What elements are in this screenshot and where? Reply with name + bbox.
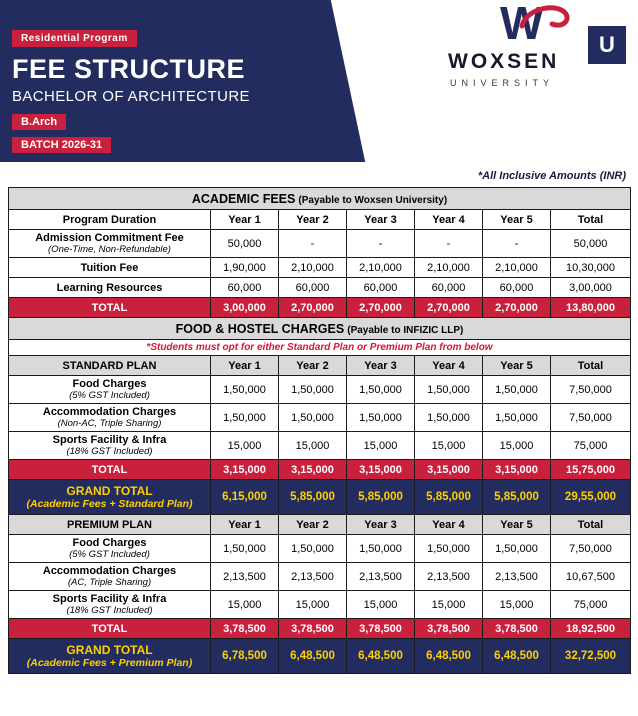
- page-header: [0, 0, 638, 162]
- row-label: [9, 258, 211, 278]
- page-title: FEE STRUCTURE: [12, 54, 246, 84]
- table-row-premium-sports: [9, 591, 631, 619]
- column-header: Year 3: [347, 210, 415, 230]
- column-header: Year 5: [483, 210, 551, 230]
- row-label-text: Accommodation Charges: [42, 406, 177, 418]
- fee-cell: 32,72,500: [551, 639, 631, 674]
- fee-cell: 3,15,000: [211, 460, 279, 480]
- logo-wordmark-sub: UNIVERSITY: [450, 78, 555, 88]
- row-label-text: Admission Commitment Fee: [35, 232, 184, 244]
- row-label-text: Sports Facility & Infra: [52, 593, 167, 605]
- fee-cell: 3,15,000: [415, 460, 483, 480]
- fee-cell: 75,000: [551, 591, 631, 619]
- fee-cell: 5,85,000: [279, 480, 347, 515]
- food-hostel-section-header-row: [9, 318, 631, 340]
- fee-cell: 1,50,000: [279, 404, 347, 432]
- grand-total-sublabel-text: (Academic Fees + Standard Plan): [26, 498, 193, 510]
- row-sublabel-text: (One-Time, Non-Refundable): [48, 244, 171, 255]
- fee-cell: 5,85,000: [347, 480, 415, 515]
- fee-cell: -: [415, 230, 483, 258]
- fee-cell: 15,000: [347, 432, 415, 460]
- row-label: [9, 432, 211, 460]
- fee-cell: -: [347, 230, 415, 258]
- inr-note: *All Inclusive Amounts (INR): [477, 170, 626, 182]
- fee-cell: 6,48,500: [347, 639, 415, 674]
- fee-cell: 6,48,500: [279, 639, 347, 674]
- row-sublabel-text: (AC, Triple Sharing): [67, 577, 152, 588]
- fee-cell: 15,000: [211, 432, 279, 460]
- section-title-text: ACADEMIC FEES: [191, 191, 296, 206]
- fee-cell: 15,000: [483, 432, 551, 460]
- batch-badge: BATCH 2026-31: [12, 137, 111, 153]
- grand-total-label-text: GRAND TOTAL: [66, 643, 153, 657]
- fee-cell: 1,50,000: [347, 404, 415, 432]
- row-label-text: Accommodation Charges: [42, 565, 177, 577]
- fee-cell: 1,50,000: [347, 535, 415, 563]
- grand-total-label: [9, 480, 211, 515]
- fee-cell: 10,30,000: [551, 258, 631, 278]
- row-sublabel-text: (5% GST Included): [69, 390, 150, 401]
- fee-cell: 3,15,000: [483, 460, 551, 480]
- fee-cell: 1,50,000: [211, 535, 279, 563]
- academic-section-header-row: [9, 188, 631, 210]
- column-header: Year 2: [279, 356, 347, 376]
- fee-cell: 2,13,500: [347, 563, 415, 591]
- program-subtitle: BACHELOR OF ARCHITECTURE: [12, 88, 250, 105]
- fee-cell: -: [279, 230, 347, 258]
- column-header: Year 5: [483, 515, 551, 535]
- fee-cell: 7,50,000: [551, 376, 631, 404]
- section-title-text: FOOD & HOSTEL CHARGES: [175, 321, 345, 336]
- academic-section-header: [9, 188, 631, 210]
- section-note-text: (Payable to INFIZIC LLP): [347, 324, 464, 336]
- program-tag: Residential Program: [12, 30, 137, 47]
- fee-cell: 3,78,500: [279, 619, 347, 639]
- standard-grand-total-row: [9, 480, 631, 515]
- fee-cell: 2,10,000: [483, 258, 551, 278]
- fee-cell: 1,50,000: [279, 376, 347, 404]
- column-header: Year 1: [211, 210, 279, 230]
- column-header: Year 1: [211, 515, 279, 535]
- fee-cell: 2,13,500: [279, 563, 347, 591]
- total-label: TOTAL: [9, 460, 211, 480]
- fee-cell: 6,78,500: [211, 639, 279, 674]
- grand-total-sublabel-text: (Academic Fees + Premium Plan): [26, 657, 193, 669]
- table-row-premium-food: [9, 535, 631, 563]
- fee-cell: 2,70,000: [279, 298, 347, 318]
- fee-structure-table: [8, 187, 631, 674]
- fee-cell: 6,15,000: [211, 480, 279, 515]
- logo-wordmark: WOXSEN: [448, 50, 560, 73]
- column-header: Year 1: [211, 356, 279, 376]
- fee-cell: 3,00,000: [211, 298, 279, 318]
- degree-badge: B.Arch: [12, 114, 66, 130]
- fee-cell: -: [483, 230, 551, 258]
- column-header: Year 3: [347, 515, 415, 535]
- fee-cell: 75,000: [551, 432, 631, 460]
- logo-u-letter: U: [599, 32, 615, 57]
- table-row-tuition-fee: [9, 258, 631, 278]
- fee-cell: 6,48,500: [483, 639, 551, 674]
- fee-cell: 1,50,000: [415, 404, 483, 432]
- fee-cell: 2,13,500: [211, 563, 279, 591]
- row-label-text: Sports Facility & Infra: [52, 434, 167, 446]
- row-label-text: Food Charges: [72, 537, 147, 549]
- row-sublabel-text: (Non-AC, Triple Sharing): [57, 418, 162, 429]
- table-row-standard-food: [9, 376, 631, 404]
- fee-cell: 60,000: [279, 278, 347, 298]
- fee-cell: 50,000: [551, 230, 631, 258]
- fee-cell: 3,78,500: [347, 619, 415, 639]
- table-row-premium-accommodation: [9, 563, 631, 591]
- fee-cell: 1,50,000: [279, 535, 347, 563]
- plan-name: STANDARD PLAN: [9, 356, 211, 376]
- row-label: [9, 230, 211, 258]
- fee-cell: 29,55,000: [551, 480, 631, 515]
- row-label: [9, 535, 211, 563]
- column-header: Year 4: [415, 356, 483, 376]
- fee-cell: 2,10,000: [415, 258, 483, 278]
- fee-cell: 1,50,000: [211, 404, 279, 432]
- fee-cell: 15,000: [415, 591, 483, 619]
- logo-u-box: [588, 26, 626, 64]
- fee-cell: 7,50,000: [551, 404, 631, 432]
- fee-cell: 15,75,000: [551, 460, 631, 480]
- fee-cell: 1,50,000: [415, 535, 483, 563]
- total-label: TOTAL: [9, 619, 211, 639]
- fee-cell: 2,70,000: [483, 298, 551, 318]
- table-row-admission-fee: [9, 230, 631, 258]
- fee-cell: 6,48,500: [415, 639, 483, 674]
- grand-total-label-text: GRAND TOTAL: [66, 484, 153, 498]
- fee-cell: 2,13,500: [483, 563, 551, 591]
- plan-name: PREMIUM PLAN: [9, 515, 211, 535]
- fee-cell: 2,13,500: [415, 563, 483, 591]
- row-label: [9, 278, 211, 298]
- column-header: Total: [551, 210, 631, 230]
- fee-cell: 5,85,000: [415, 480, 483, 515]
- academic-total-row: [9, 298, 631, 318]
- fee-cell: 18,92,500: [551, 619, 631, 639]
- fee-cell: 1,50,000: [483, 535, 551, 563]
- fee-cell: 3,00,000: [551, 278, 631, 298]
- column-header: Total: [551, 515, 631, 535]
- fee-cell: 15,000: [279, 432, 347, 460]
- fee-cell: 3,78,500: [483, 619, 551, 639]
- fee-cell: 10,67,500: [551, 563, 631, 591]
- fee-cell: 2,10,000: [347, 258, 415, 278]
- column-header: Year 4: [415, 515, 483, 535]
- fee-cell: 15,000: [211, 591, 279, 619]
- fee-cell: 60,000: [483, 278, 551, 298]
- column-header: Year 2: [279, 515, 347, 535]
- table-row-learning-resources: [9, 278, 631, 298]
- fee-cell: 60,000: [347, 278, 415, 298]
- column-header: Year 5: [483, 356, 551, 376]
- premium-grand-total-row: [9, 639, 631, 674]
- premium-plan-header-row: [9, 515, 631, 535]
- fee-cell: 1,50,000: [483, 404, 551, 432]
- fee-cell: 50,000: [211, 230, 279, 258]
- logo-w-letter: W: [500, 0, 544, 49]
- row-label: [9, 376, 211, 404]
- logo-swoosh-icon: [518, 0, 578, 36]
- fee-cell: 3,15,000: [347, 460, 415, 480]
- fee-cell: 1,50,000: [211, 376, 279, 404]
- column-header: Year 2: [279, 210, 347, 230]
- row-label-text: Food Charges: [72, 378, 147, 390]
- food-hostel-section-header: [9, 318, 631, 340]
- fee-cell: 60,000: [415, 278, 483, 298]
- plan-opt-note-row: [9, 340, 631, 356]
- academic-columns-row: [9, 210, 631, 230]
- fee-cell: 15,000: [415, 432, 483, 460]
- fee-cell: 15,000: [483, 591, 551, 619]
- total-label: TOTAL: [9, 298, 211, 318]
- fee-cell: 3,78,500: [415, 619, 483, 639]
- fee-cell: 2,70,000: [347, 298, 415, 318]
- grand-total-label: [9, 639, 211, 674]
- row-label: [9, 591, 211, 619]
- row-label: [9, 404, 211, 432]
- fee-cell: 2,10,000: [279, 258, 347, 278]
- section-note-text: (Payable to Woxsen University): [298, 194, 448, 206]
- standard-plan-header-row: [9, 356, 631, 376]
- fee-cell: 3,15,000: [279, 460, 347, 480]
- column-header: Total: [551, 356, 631, 376]
- row-label-text: Tuition Fee: [80, 261, 139, 274]
- fee-cell: 5,85,000: [483, 480, 551, 515]
- column-header: Year 3: [347, 356, 415, 376]
- table-row-standard-accommodation: [9, 404, 631, 432]
- row-label-text: Learning Resources: [56, 281, 163, 294]
- column-header: Program Duration: [9, 210, 211, 230]
- standard-total-row: [9, 460, 631, 480]
- row-sublabel-text: (18% GST Included): [66, 605, 153, 616]
- fee-cell: 1,50,000: [483, 376, 551, 404]
- fee-cell: 60,000: [211, 278, 279, 298]
- column-header: Year 4: [415, 210, 483, 230]
- fee-cell: 3,78,500: [211, 619, 279, 639]
- table-row-standard-sports: [9, 432, 631, 460]
- premium-total-row: [9, 619, 631, 639]
- row-label: [9, 563, 211, 591]
- fee-cell: 1,90,000: [211, 258, 279, 278]
- fee-cell: 1,50,000: [415, 376, 483, 404]
- fee-cell: 13,80,000: [551, 298, 631, 318]
- woxsen-logo: [448, 0, 626, 102]
- plan-opt-note: *Students must opt for either Standard Plan or Premium Plan from below: [9, 340, 631, 356]
- row-sublabel-text: (5% GST Included): [69, 549, 150, 560]
- fee-cell: 15,000: [347, 591, 415, 619]
- fee-cell: 1,50,000: [347, 376, 415, 404]
- fee-cell: 2,70,000: [415, 298, 483, 318]
- row-sublabel-text: (18% GST Included): [66, 446, 153, 457]
- header-content: [12, 28, 250, 158]
- fee-cell: 7,50,000: [551, 535, 631, 563]
- fee-cell: 15,000: [279, 591, 347, 619]
